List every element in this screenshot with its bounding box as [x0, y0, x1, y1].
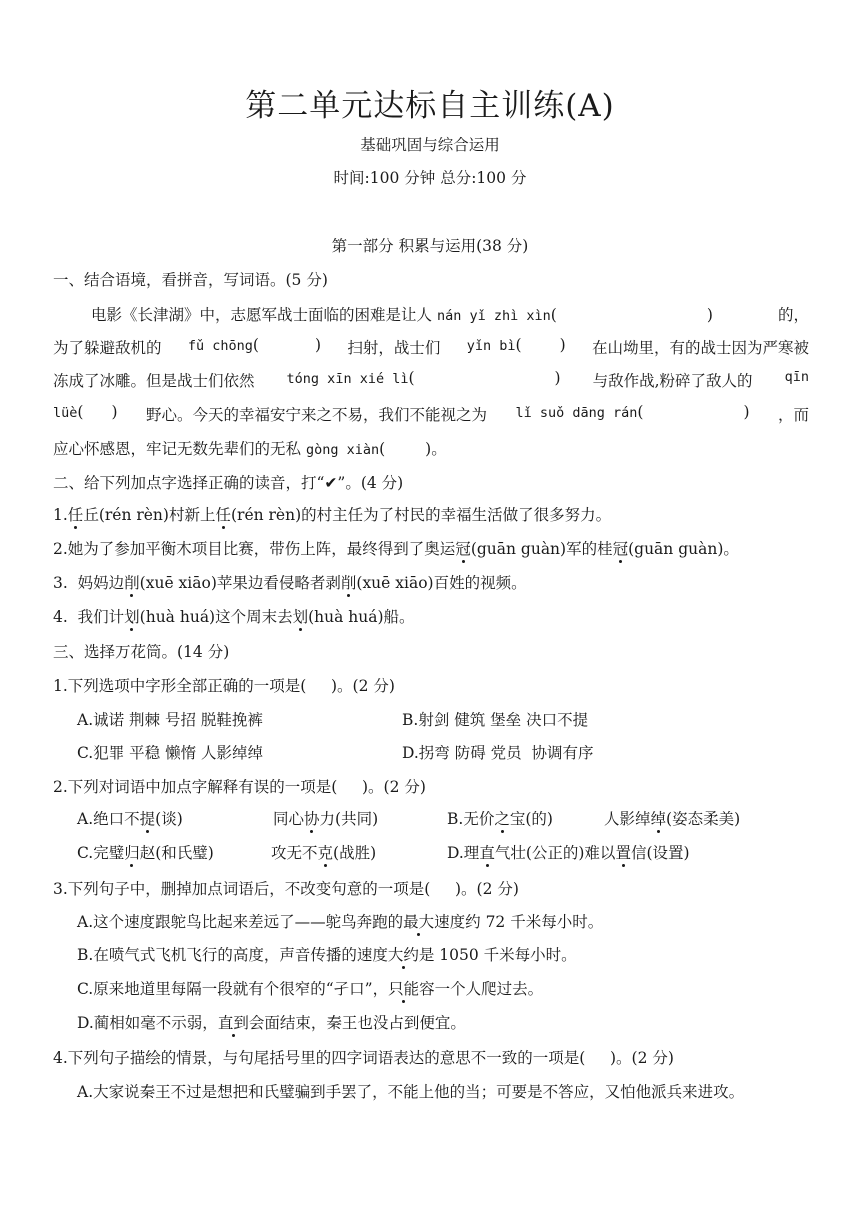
q1-text: 应心怀感恩，牢记无数先辈们的无私 [53, 440, 302, 458]
option-b: B.射剑 健筑 堡垒 决口不提 [402, 711, 589, 729]
q2-heading: 二、给下列加点字选择正确的读音，打“✔”。(4 分) [53, 474, 404, 492]
option-c: C.犯罪 平稳 懒惰 人影绰绰 [77, 744, 264, 762]
pinyin-prompt: lǐ suǒ dāng rán [515, 405, 638, 421]
pinyin-prompt: tóng xīn xié lì [286, 371, 409, 387]
dotted-char: 绰 [650, 810, 667, 828]
option-text: C.完璧 [77, 844, 125, 862]
q2-text: (guān guàn)。 [628, 540, 739, 558]
option-a [77, 807, 183, 829]
q1-line-4: lüè( ) 野心。今天的幸福安宁来之不易，我们不能视之为 lǐ suǒ dāng rán( ) ，而 [53, 403, 809, 424]
option-a-2 [273, 807, 378, 829]
option-c [77, 841, 214, 863]
option-c [77, 977, 543, 999]
q1-text: 为了躲避敌机的 [53, 339, 162, 357]
option-d: D.拐弯 防碍 党员 协调有序 [402, 744, 594, 762]
q2-text: (huà huá)船。 [308, 608, 415, 626]
option-text: A.这个速度跟鸵鸟比起来差远了——鸵鸟奔跑的 [77, 913, 404, 931]
q1-heading: 一、结合语境，看拼音，写词语。(5 分) [53, 271, 328, 289]
option-text: 会面结束，秦王也没占到便宜。 [248, 1014, 466, 1032]
dotted-word: 只能 [388, 980, 420, 998]
dotted-char: 划 [292, 608, 309, 626]
pinyin-prompt: gòng xiàn [305, 442, 380, 458]
q1-text: 与敌作战,粉碎了敌人的 [592, 372, 753, 390]
q1-text: 野心。今天的幸福安宁来之不易，我们不能视之为 [145, 406, 487, 424]
option-text: (战胜) [333, 844, 377, 862]
option-c-2 [271, 841, 376, 863]
q1-line-1: 电影《长津湖》中，志愿军战士面临的困难是让人 nán yǐ zhì xìn( ) 的， [53, 303, 809, 325]
dotted-word: 大约 [387, 946, 419, 964]
q2-text: (xuē xiāo)百姓的视频。 [356, 574, 527, 592]
dotted-char: 提 [139, 810, 156, 828]
option-text: 赵(和氏璧) [139, 844, 214, 862]
dotted-char: 任 [67, 506, 84, 524]
option-text: 人影绰 [604, 810, 651, 828]
dotted-char: 置 [615, 844, 631, 862]
option-text: (谈) [155, 810, 183, 828]
q3-item3-stem: 3.下列句子中，删掉加点词语后，不改变句意的一项是( )。(2 分) [53, 880, 519, 898]
dotted-char: 冠 [612, 540, 629, 558]
q3-item1-stem: 1.下列选项中字形全部正确的一项是( )。(2 分) [53, 677, 395, 695]
dotted-char: 任 [215, 506, 231, 524]
option-text: A.绝口不 [77, 810, 140, 828]
dotted-char: 直 [479, 844, 495, 862]
pinyin-prompt: lüè [53, 405, 78, 421]
option-d [77, 1011, 466, 1033]
dotted-word: 最大 [403, 913, 435, 931]
pinyin-prompt: fǔ chōng [187, 338, 253, 354]
option-text: 力(共同) [319, 810, 379, 828]
pinyin-prompt: nán yǐ zhì xìn [436, 308, 551, 324]
dotted-word: 直到 [217, 1014, 249, 1032]
q1-line-5: 应心怀感恩，牢记无数先辈们的无私 gòng xiàn( )。 [53, 440, 447, 458]
q1-text: 冻成了冰雕。但是战士们依然 [53, 372, 255, 390]
q1-text: ，而 [777, 406, 809, 424]
page-title: 第二单元达标自主训练(A) [245, 88, 615, 124]
q2-text: 3. 妈妈边 [53, 574, 125, 592]
q2-text: (huà huá)这个周末去 [139, 608, 293, 626]
option-text: 宝(的) [509, 810, 553, 828]
q1-text: 的， [777, 306, 809, 324]
option-a: A.诚诺 荆棘 号招 脱鞋挽裤 [77, 711, 263, 729]
dotted-char: 削 [124, 574, 140, 592]
q1-text: 。 [431, 440, 447, 458]
q2-sentence-3 [53, 571, 527, 593]
dotted-char: 冠 [455, 540, 471, 558]
dotted-char: 划 [124, 608, 140, 626]
option-text: B.在喷气式飞机飞行的高度，声音传播的速度 [77, 946, 388, 964]
option-d [447, 841, 690, 863]
option-b [77, 943, 577, 965]
option-text: B.无价 [447, 810, 495, 828]
q3-item2-stem: 2.下列对词语中加点字解释有误的一项是( )。(2 分) [53, 778, 426, 796]
dotted-char: 削 [340, 574, 357, 592]
option-text: 是 1050 千米每小时。 [418, 946, 577, 964]
option-text: 攻无不 [271, 844, 318, 862]
q3-item4-stem: 4.下列句子描绘的情景，与句尾括号里的四字词语表达的意思不一致的一项是( )。(2 分) [53, 1049, 674, 1067]
option-text: 速度约 72 千米每小时。 [434, 913, 604, 931]
q2-sentence-1 [53, 503, 611, 525]
q1-text: 电影《长津湖》中，志愿军战士面临的困难是让人 [91, 306, 433, 324]
exam-meta: 时间:100 分钟 总分:100 分 [333, 169, 527, 187]
option-text: D.蔺相如毫不示弱， [77, 1014, 218, 1032]
q2-text: 4. 我们计 [53, 608, 125, 626]
q2-text: (xuē xiāo)苹果边看侵略者剥 [139, 574, 341, 592]
q1-text: 扫射，战士们 [347, 339, 441, 357]
option-a [77, 910, 603, 932]
option-text: (姿态柔美) [666, 810, 741, 828]
q1-line-2: 为了躲避敌机的 fǔ chōng( ) 扫射，战士们 yǐn bì( ) 在山坳里，有的战士因为严寒被 [53, 336, 809, 357]
page-subtitle: 基础巩固与综合运用 [360, 136, 500, 154]
q2-sentence-4 [53, 605, 415, 627]
q2-text: (guān guàn)军的桂 [470, 540, 613, 558]
pinyin-prompt: yǐn bì [466, 338, 516, 354]
part1-heading: 第一部分 积累与运用(38 分) [331, 237, 529, 255]
dotted-char: 归 [124, 844, 140, 862]
dotted-char: 克 [317, 844, 334, 862]
q2-text: 2.她为了参加平衡木项目比赛，带伤上阵，最终得到了奥运 [53, 540, 456, 558]
option-text: 气壮(公正的)难以 [494, 844, 616, 862]
option-text: 信(设置) [630, 844, 690, 862]
q1-text: 在山坳里，有的战士因为严寒被 [591, 339, 809, 357]
option-a: A.大家说秦王不过是想把和氏璧骗到手罢了，不能上他的当；可要是不答应，又怕他派兵来进攻。 [77, 1083, 745, 1101]
option-text: C.原来地道里每隔一段就有个很窄的“孑口”， [77, 980, 389, 998]
q2-sentence-2 [53, 537, 739, 559]
option-text: 同心 [273, 810, 305, 828]
q2-text: (rén rèn)的村主任为了村民的幸福生活做了很多努力。 [230, 506, 612, 524]
option-b [447, 807, 553, 829]
pinyin-prompt: qīn [784, 369, 809, 385]
option-text: D.理 [447, 844, 480, 862]
q3-heading: 三、选择万花筒。(14 分) [53, 643, 230, 661]
q1-line-3: 冻成了冰雕。但是战士们依然 tóng xīn xié lì( ) 与敌作战,粉碎了敌人的 qīn [53, 369, 809, 390]
option-b-2 [604, 807, 740, 829]
q2-text: 1. [53, 506, 68, 524]
dotted-char: 之 [494, 810, 510, 828]
option-text: 容一个人爬过去。 [419, 980, 544, 998]
dotted-char: 协 [304, 810, 320, 828]
q2-text: 丘(rén rèn)村新上 [83, 506, 216, 524]
